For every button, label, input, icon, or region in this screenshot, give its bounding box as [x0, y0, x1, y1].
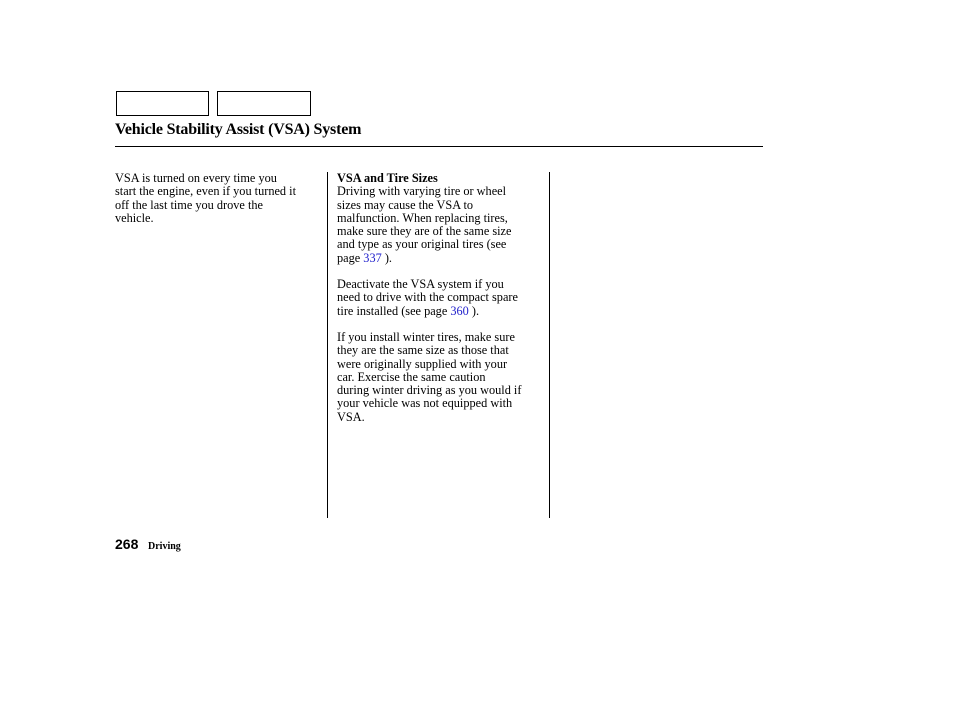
text-line: were originally supplied with your — [337, 356, 508, 371]
page-link-337[interactable]: 337 — [363, 250, 382, 265]
text-line: VSA is turned on every time you — [115, 171, 277, 185]
section-name: Driving — [148, 541, 181, 552]
column-1 — [115, 172, 320, 225]
text-line: ). — [381, 250, 392, 265]
section-heading: VSA and Tire Sizes — [337, 171, 438, 185]
text-line: page — [337, 250, 364, 265]
title-divider — [115, 146, 763, 147]
paragraph-winter-tires — [337, 331, 542, 424]
page-number: 268 — [115, 536, 139, 552]
text-line: vehicle. — [115, 210, 154, 225]
page-title: Vehicle Stability Assist (VSA) System — [115, 121, 362, 138]
column-2 — [337, 172, 542, 424]
text-line: sizes may cause the VSA to — [337, 197, 474, 212]
paragraph-tire-sizes — [337, 185, 542, 265]
column-divider-2 — [549, 172, 550, 518]
text-line: If you install winter tires, make sure — [337, 329, 515, 344]
text-line: need to drive with the compact spare — [337, 290, 518, 305]
text-line: VSA. — [337, 409, 365, 424]
paragraph-deactivate-vsa — [337, 278, 542, 318]
column-divider-1 — [327, 172, 328, 518]
text-line: during winter driving as you would if — [337, 383, 522, 398]
text-line: tire installed (see page — [337, 303, 451, 318]
text-line: and type as your original tires (see — [337, 237, 507, 252]
text-line: Driving with varying tire or wheel — [337, 184, 507, 199]
column-1-paragraph — [115, 172, 320, 225]
nav-button-previous[interactable] — [116, 91, 209, 116]
text-line: off the last time you drove the — [115, 197, 263, 212]
text-line: start the engine, even if you turned it — [115, 184, 296, 199]
text-line: make sure they are of the same size — [337, 224, 512, 239]
text-line: car. Exercise the same caution — [337, 369, 486, 384]
nav-button-next[interactable] — [217, 91, 311, 116]
text-line: ). — [468, 303, 480, 318]
text-line: malfunction. When replacing tires, — [337, 210, 508, 225]
page-link-360[interactable]: 360 — [450, 303, 469, 318]
text-line: Deactivate the VSA system if you — [337, 277, 504, 292]
text-line: they are the same size as those that — [337, 343, 509, 358]
text-line: your vehicle was not equipped with — [337, 396, 513, 411]
